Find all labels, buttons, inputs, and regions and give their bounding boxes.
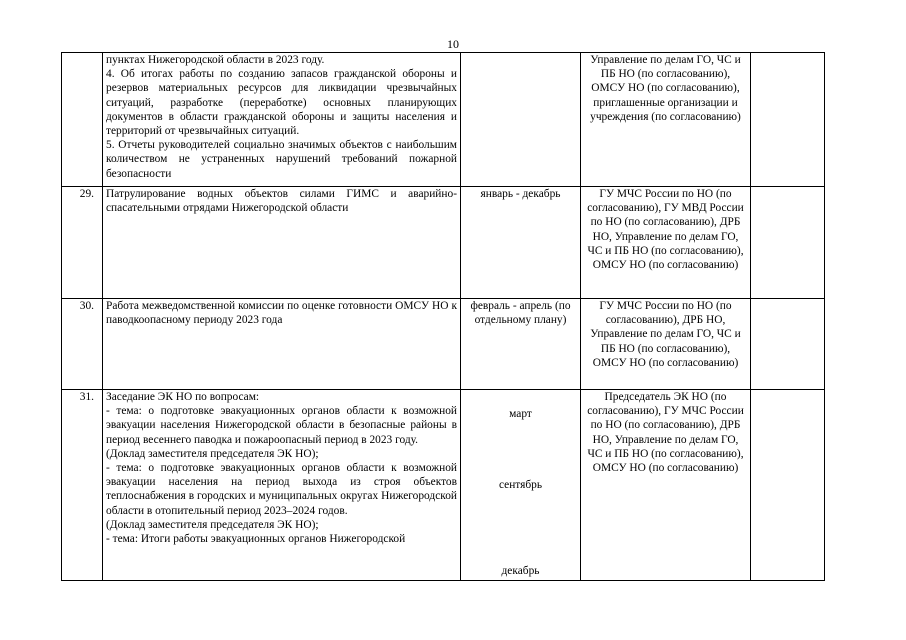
note-cell	[751, 187, 825, 299]
note-cell	[751, 390, 825, 581]
note-cell	[751, 299, 825, 390]
responsible-party: Управление по делам ГО, ЧС и ПБ НО (по согласованию), ОМСУ НО (по согласованию), приглашенные организации и учреждения (по согласованию)	[581, 53, 751, 187]
responsible-party: ГУ МЧС России по НО (по согласованию), ДРБ НО, Управление по делам ГО, ЧС и ПБ НО (по согласованию), ОМСУ НО (по согласованию)	[581, 299, 751, 390]
row-number: 30.	[62, 299, 103, 390]
description-line: - тема: о подготовке эвакуационных органов области к возможной эвакуации населения на период выхода из строя объектов теплоснабжения в городских и муниципальных округах Нижегородской области в отопительный период 2023–2024 годов.	[106, 462, 457, 517]
event-date: январь - декабрь	[461, 187, 581, 299]
event-date: декабрь	[501, 565, 540, 577]
description-line: Заседание ЭК НО по вопросам:	[106, 391, 260, 403]
row-number: 31.	[62, 390, 103, 581]
event-description	[103, 390, 461, 581]
event-date: сентябрь	[498, 479, 543, 491]
description-line: (Доклад заместителя председателя ЭК НО);	[106, 447, 319, 460]
responsible-party: ГУ МЧС России по НО (по согласованию), ГУ МВД России по НО (по согласованию), ДРБ НО, Управление по делам ГО, ЧС и ПБ НО (по согласованию), ОМСУ НО (по согласованию)	[581, 187, 751, 299]
page-number: 10	[447, 37, 459, 51]
description-line: 5. Отчеты руководителей социально значимых объектов с наибольшим количеством не устраненных нарушений требований пожарной безопасности	[106, 139, 457, 180]
plan-table	[61, 52, 825, 581]
table-row	[62, 53, 825, 187]
event-date: февраль - апрель (по отдельному плану)	[461, 299, 581, 390]
row-number: 29.	[62, 187, 103, 299]
table-row	[62, 390, 825, 581]
description-line: Патрулирование водных объектов силами ГИМС и аварийно-спасательными отрядами Нижегородской области	[106, 188, 457, 215]
description-line: (Доклад заместителя председателя ЭК НО);	[106, 518, 319, 531]
description-line: Работа межведомственной комиссии по оценке готовности ОМСУ НО к паводкоопасному периоду 2023 года	[106, 300, 457, 327]
note-cell	[751, 53, 825, 187]
event-description	[103, 53, 461, 187]
description-line: - тема: Итоги работы эвакуационных органов Нижегородской	[106, 533, 406, 546]
responsible-party: Председатель ЭК НО (по согласованию), ГУ МЧС России по НО (по согласованию), ДРБ НО, Управление по делам ГО, ЧС и ПБ НО (по согласованию), ОМСУ НО (по согласованию)	[581, 390, 751, 581]
table-row	[62, 299, 825, 390]
event-description	[103, 187, 461, 299]
event-date: март	[509, 408, 532, 420]
description-line: пунктах Нижегородской области в 2023 году.	[106, 54, 325, 66]
event-description	[103, 299, 461, 390]
event-date	[461, 53, 581, 187]
event-dates	[461, 390, 581, 581]
description-line: - тема: о подготовке эвакуационных органов области к возможной эвакуации населения Нижегородской области в безопасные районы в период весеннего паводка и пожароопасный период в 2023 году.	[106, 405, 457, 446]
table-row	[62, 187, 825, 299]
row-number	[62, 53, 103, 187]
description-line: 4. Об итогах работы по созданию запасов гражданской обороны и резервов материальных ресурсов для ликвидации чрезвычайных ситуаций, разработке (переработке) основных планирующих документов в области гражданской обороны и защиты населения и территорий от чрезвычайных ситуаций.	[106, 68, 457, 138]
